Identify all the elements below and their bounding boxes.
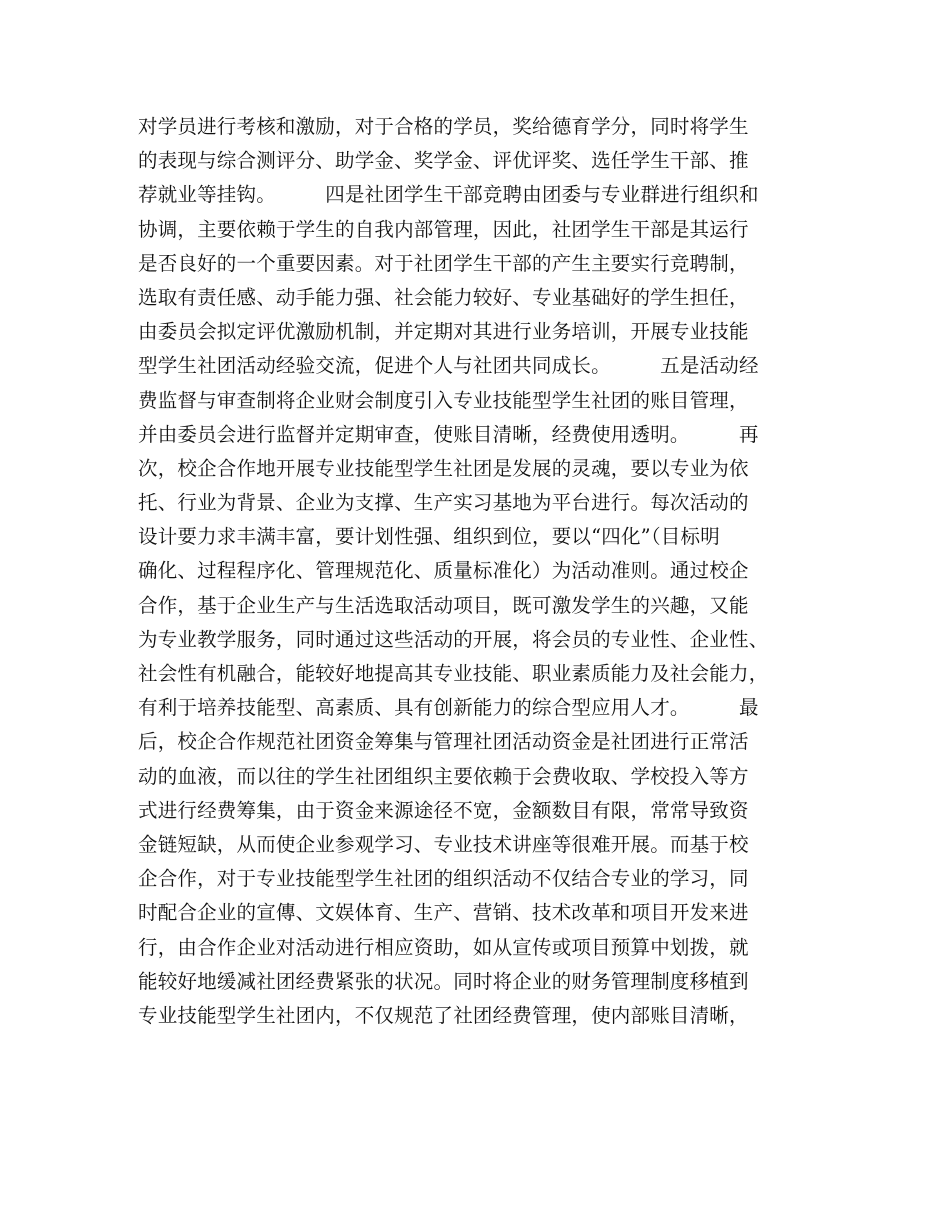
text-line: 有利于培养技能型、高素质、具有创新能力的综合型应用人才。 最 (138, 696, 759, 720)
text-line: 型学生社团活动经验交流，促进个人与社团共同成长。 五是活动经 (138, 354, 759, 378)
text-line: 是否良好的一个重要因素。对于社团学生干部的产生主要实行竞聘制， (138, 251, 749, 275)
text-line: 后，校企合作规范社团资金筹集与管理社团活动资金是社团进行正常活 (138, 730, 749, 754)
text-line: 协调，主要依赖于学生的自我内部管理，因此，社团学生干部是其运行 (138, 217, 749, 241)
text-line: 为专业教学服务，同时通过这些活动的开展，将会员的专业性、企业性、 (138, 627, 769, 651)
text-line: 能较好地缓减社团经费紧张的状况。同时将企业的财务管理制度移植到 (138, 969, 749, 993)
text-line: 行，由合作企业对活动进行相应资助，如从宣传或项目预算中划拨，就 (138, 935, 749, 959)
text-line: 合作，基于企业生产与生活选取活动项目，既可激发学生的兴趣，又能 (138, 593, 749, 617)
text-line: 金链短缺，从而使企业参观学习、专业技术讲座等很难开展。而基于校 (138, 832, 749, 856)
text-line: 由委员会拟定评优激励机制，并定期对其进行业务培训，开展专业技能 (138, 320, 749, 344)
text-line: 设计要力求丰满丰富，要计划性强、组织到位，要以“四化”（目标明 (138, 525, 720, 549)
text-line: 动的血液，而以往的学生社团组织主要依赖于会费收取、学校投入等方 (138, 764, 749, 788)
text-line: 社会性有机融合，能较好地提高其专业技能、职业素质能力及社会能力， (138, 662, 769, 685)
text-line: 确化、过程程序化、管理规范化、质量标准化）为活动准则。通过校企 (138, 559, 749, 583)
text-line: 并由委员会进行监督并定期审查，使账目清晰，经费使用透明。 再 (138, 422, 759, 446)
text-line: 对学员进行考核和激励，对于合格的学员，奖给德育学分，同时将学生 (138, 115, 749, 138)
text-line: 荐就业等挂钩。 四是社团学生干部竞聘由团委与专业群进行组织和 (138, 183, 759, 207)
body-text (138, 110, 838, 1033)
text-line: 式进行经费筹集，由于资金来源途径不宽，金额数目有限，常常导致资 (138, 798, 749, 822)
text-line: 企合作，对于专业技能型学生社团的组织活动不仅结合专业的学习，同 (138, 867, 749, 891)
text-line: 的表现与综合测评分、助学金、奖学金、评优评奖、选任学生干部、推 (138, 149, 749, 173)
text-line: 专业技能型学生社团内，不仅规范了社团经费管理，使内部账目清晰， (138, 1003, 749, 1027)
text-line: 选取有责任感、动手能力强、社会能力较好、专业基础好的学生担任， (138, 285, 749, 309)
text-line: 时配合企业的宣傳、文娱体育、生产、营销、技术改革和项目开发来进 (138, 901, 749, 925)
text-line: 托、行业为背景、企业为支撑、生产实习基地为平台进行。每次活动的 (138, 491, 749, 515)
text-line: 次，校企合作地开展专业技能型学生社团是发展的灵魂，要以专业为依 (138, 456, 749, 480)
text-line: 费监督与审查制将企业财会制度引入专业技能型学生社团的账目管理， (138, 388, 749, 412)
